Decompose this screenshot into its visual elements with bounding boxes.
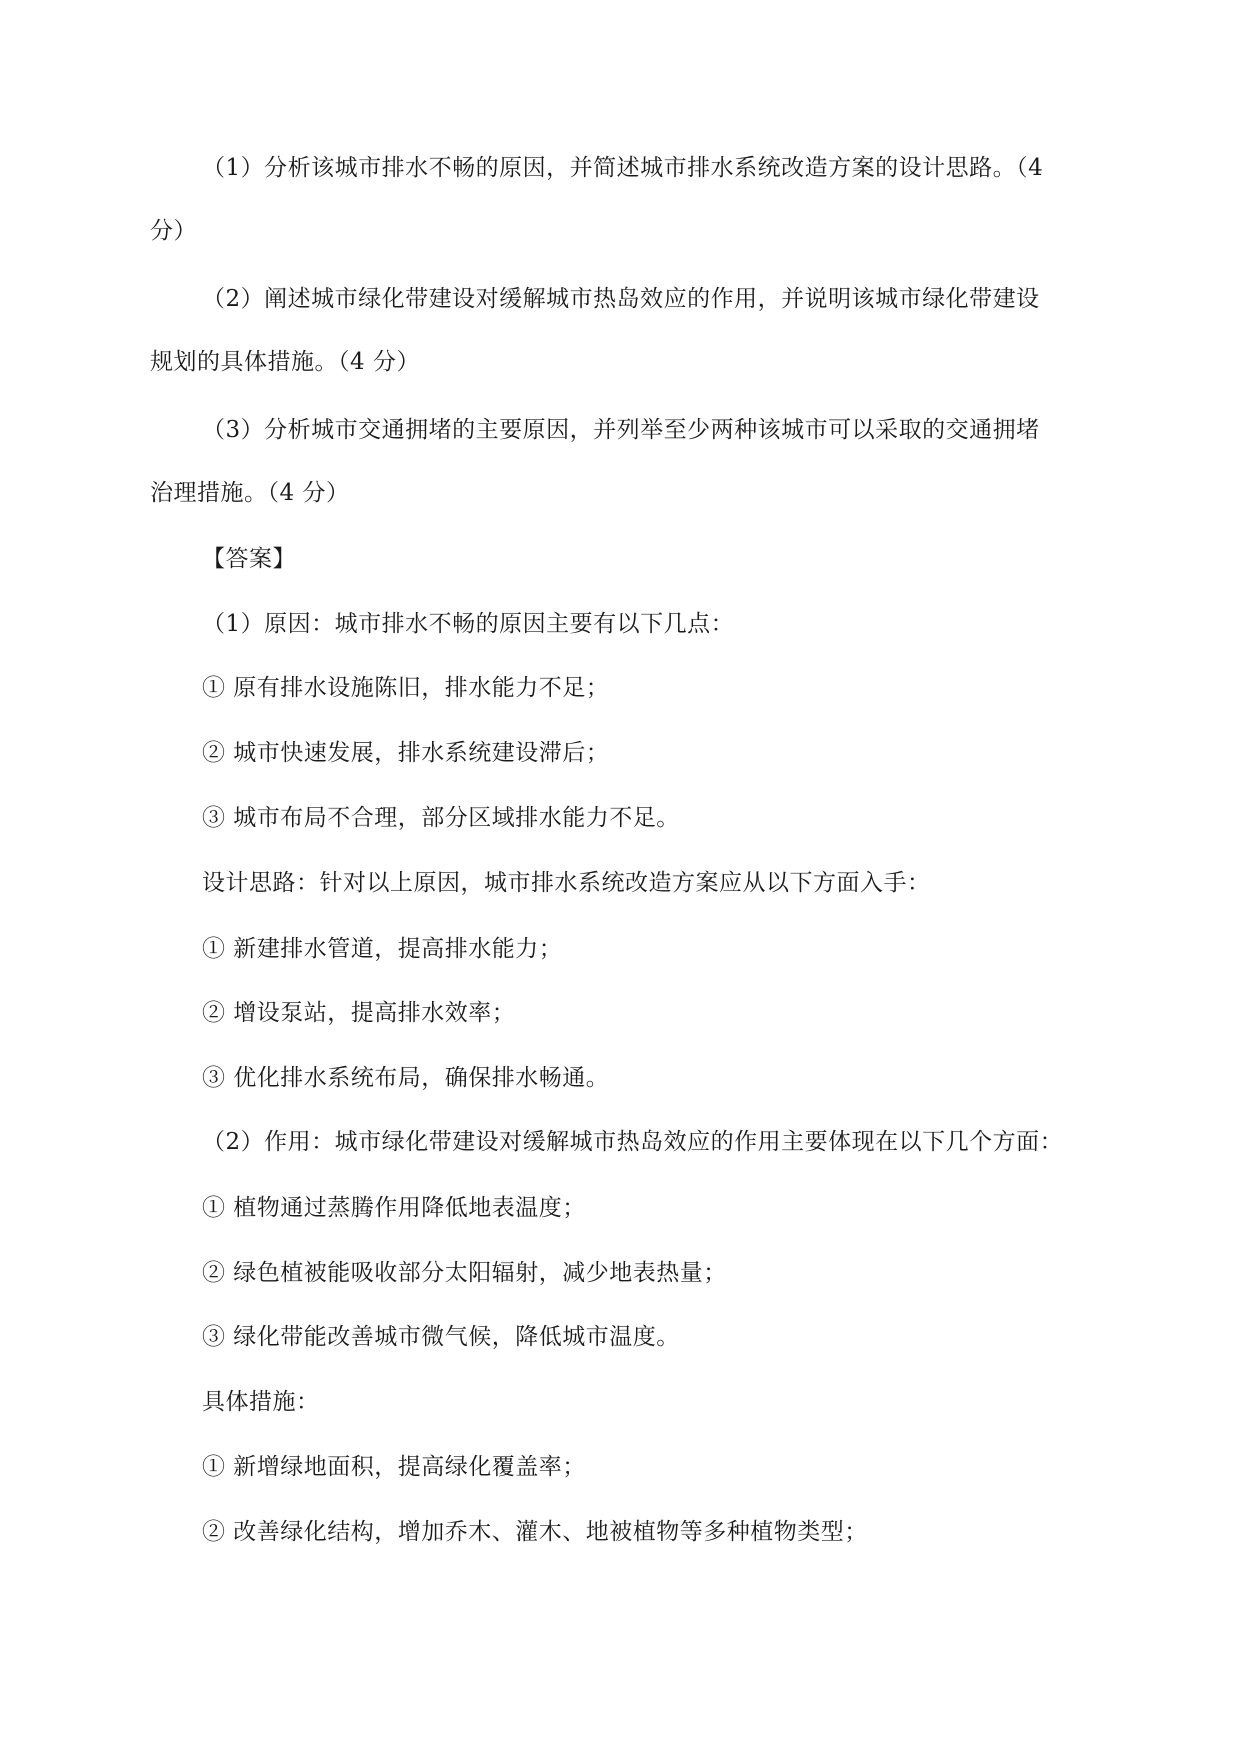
question-2-line-2: 规划的具体措施。（4 分） xyxy=(150,349,420,375)
answer-line: 具体措施： xyxy=(202,1389,320,1415)
answer-line: ③ 优化排水系统布局，确保排水畅通。 xyxy=(202,1065,610,1091)
answer-line: （1）原因：城市排水不畅的原因主要有以下几点： xyxy=(202,611,735,637)
question-3-line-2: 治理措施。（4 分） xyxy=(150,480,350,506)
answer-line: ① 新建排水管道，提高排水能力； xyxy=(202,936,563,962)
answer-line: ① 植物通过蒸腾作用降低地表温度； xyxy=(202,1195,586,1221)
answer-line: （2）作用：城市绿化带建设对缓解城市热岛效应的作用主要体现在以下几个方面： xyxy=(202,1129,1064,1155)
question-3-line-1: （3）分析城市交通拥堵的主要原因，并列举至少两种该城市可以采取的交通拥堵 xyxy=(202,417,1040,443)
answer-line: ② 绿色植被能吸收部分太阳辐射，减少地表热量； xyxy=(202,1260,727,1286)
answer-line: 设计思路：针对以上原因，城市排水系统改造方案应从以下方面入手： xyxy=(202,870,931,896)
question-2-line-1: （2）阐述城市绿化带建设对缓解城市热岛效应的作用，并说明该城市绿化带建设 xyxy=(202,286,1040,312)
answer-line: ② 增设泵站，提高排水效率； xyxy=(202,1000,516,1026)
answer-line: ③ 城市布局不合理，部分区域排水能力不足。 xyxy=(202,805,680,831)
question-1-line-1: （1）分析该城市排水不畅的原因，并简述城市排水系统改造方案的设计思路。（4 xyxy=(202,155,1044,181)
answer-heading: 【答案】 xyxy=(202,546,296,572)
question-1-line-2: 分） xyxy=(150,218,197,244)
answer-line: ① 原有排水设施陈旧，排水能力不足； xyxy=(202,675,610,701)
answer-line: ③ 绿化带能改善城市微气候，降低城市温度。 xyxy=(202,1324,680,1350)
answer-line: ② 改善绿化结构，增加乔木、灌木、地被植物等多种植物类型； xyxy=(202,1519,868,1545)
answer-line: ② 城市快速发展，排水系统建设滞后； xyxy=(202,740,610,766)
answer-line: ① 新增绿地面积，提高绿化覆盖率； xyxy=(202,1454,586,1480)
